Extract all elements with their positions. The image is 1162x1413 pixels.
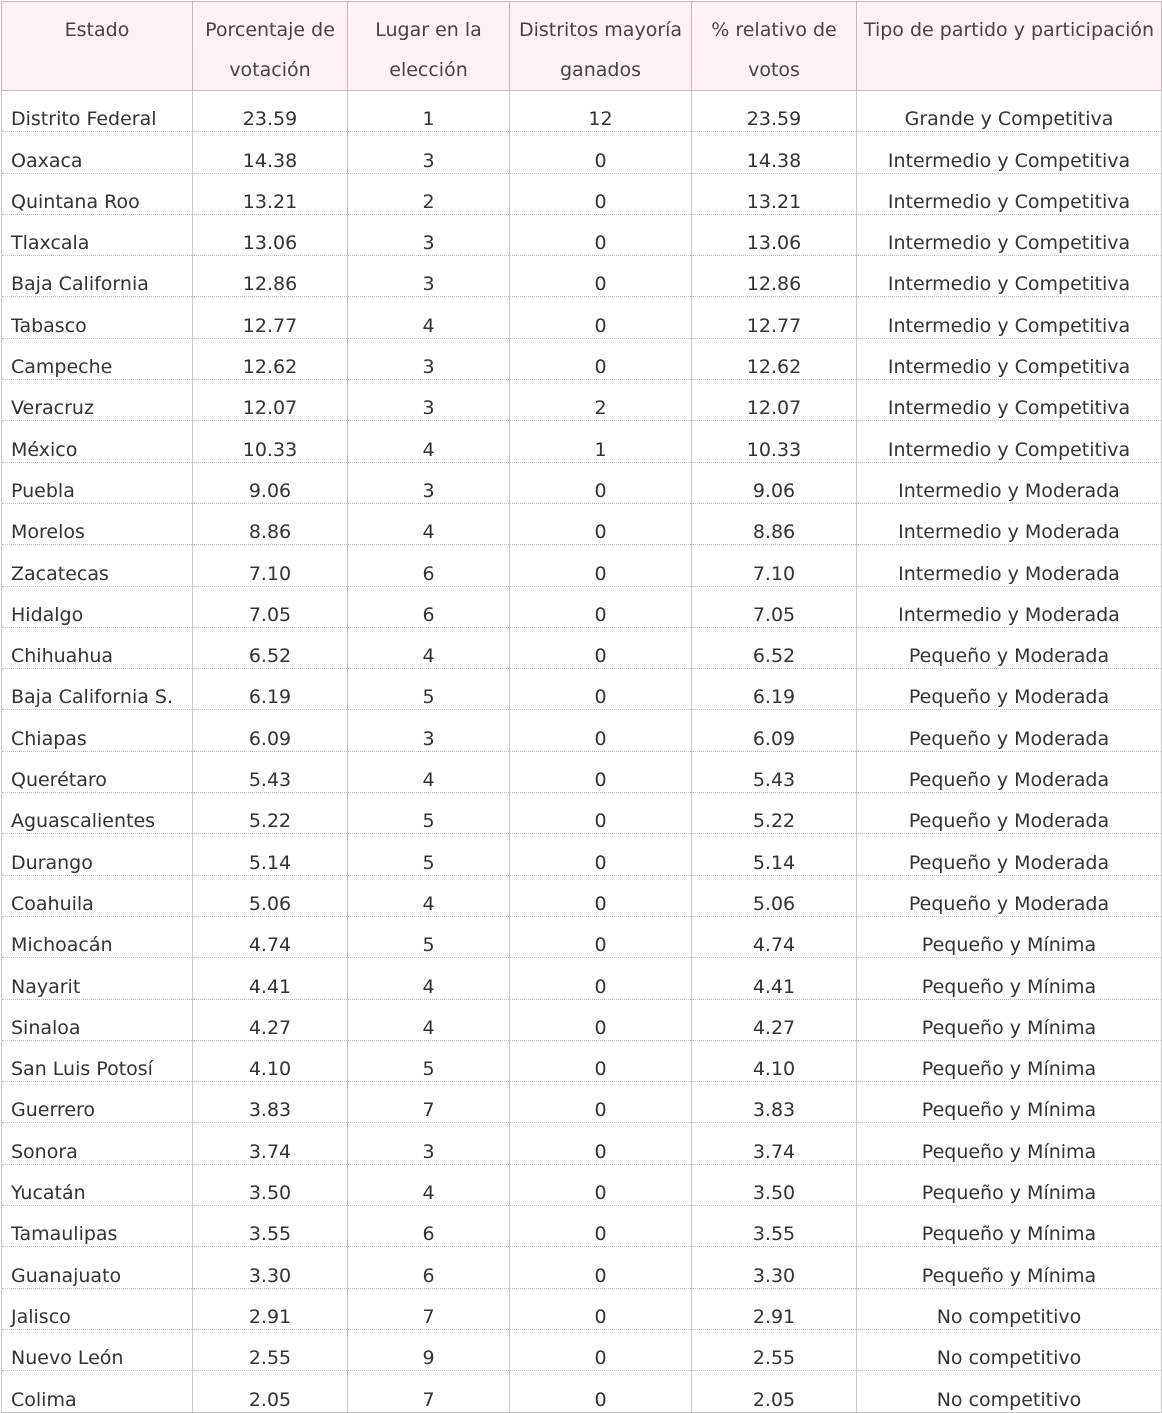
cell-distritos: 0 <box>510 999 692 1040</box>
cell-tipo: Intermedio y Competitiva <box>857 173 1162 214</box>
cell-distritos: 0 <box>510 1329 692 1370</box>
cell-distritos: 12 <box>510 91 692 132</box>
cell-distritos: 0 <box>510 1164 692 1205</box>
table-row <box>2 710 1162 751</box>
table-row <box>2 380 1162 421</box>
cell-distritos: 0 <box>510 958 692 999</box>
header-distritos: Distritos mayoría ganados <box>510 2 692 91</box>
cell-porcentaje: 14.38 <box>193 132 348 173</box>
cell-relativo: 4.41 <box>692 958 857 999</box>
cell-lugar: 5 <box>348 1040 510 1081</box>
cell-distritos: 0 <box>510 503 692 544</box>
header-relativo: % relativo de votos <box>692 2 857 91</box>
table-row <box>2 421 1162 462</box>
cell-porcentaje: 2.05 <box>193 1371 348 1412</box>
cell-porcentaje: 9.06 <box>193 462 348 503</box>
cell-relativo: 6.19 <box>692 669 857 710</box>
cell-relativo: 12.77 <box>692 297 857 338</box>
cell-tipo: Pequeño y Moderada <box>857 875 1162 916</box>
cell-lugar: 4 <box>348 999 510 1040</box>
cell-tipo: Pequeño y Mínima <box>857 999 1162 1040</box>
cell-tipo: Pequeño y Moderada <box>857 669 1162 710</box>
cell-tipo: Pequeño y Mínima <box>857 1040 1162 1081</box>
cell-porcentaje: 6.09 <box>193 710 348 751</box>
cell-relativo: 3.50 <box>692 1164 857 1205</box>
table-row <box>2 958 1162 999</box>
cell-porcentaje: 10.33 <box>193 421 348 462</box>
cell-tipo: Pequeño y Moderada <box>857 627 1162 668</box>
cell-estado: Distrito Federal <box>2 91 193 132</box>
table-row <box>2 1247 1162 1288</box>
cell-lugar: 3 <box>348 338 510 379</box>
cell-estado: Querétaro <box>2 751 193 792</box>
table-row <box>2 669 1162 710</box>
table-row <box>2 751 1162 792</box>
cell-tipo: Intermedio y Competitiva <box>857 380 1162 421</box>
table-row <box>2 256 1162 297</box>
cell-estado: Baja California <box>2 256 193 297</box>
cell-tipo: Pequeño y Moderada <box>857 834 1162 875</box>
cell-estado: Coahuila <box>2 875 193 916</box>
cell-tipo: Pequeño y Mínima <box>857 1123 1162 1164</box>
cell-estado: Puebla <box>2 462 193 503</box>
cell-tipo: Pequeño y Mínima <box>857 958 1162 999</box>
cell-porcentaje: 4.41 <box>193 958 348 999</box>
cell-distritos: 0 <box>510 669 692 710</box>
cell-lugar: 9 <box>348 1329 510 1370</box>
cell-relativo: 5.43 <box>692 751 857 792</box>
cell-porcentaje: 5.14 <box>193 834 348 875</box>
table-row <box>2 1371 1162 1412</box>
cell-porcentaje: 12.62 <box>193 338 348 379</box>
cell-porcentaje: 3.30 <box>193 1247 348 1288</box>
cell-porcentaje: 8.86 <box>193 503 348 544</box>
cell-tipo: Pequeño y Mínima <box>857 916 1162 957</box>
cell-lugar: 2 <box>348 173 510 214</box>
cell-distritos: 0 <box>510 214 692 255</box>
cell-tipo: No competitivo <box>857 1288 1162 1329</box>
cell-lugar: 7 <box>348 1371 510 1412</box>
table-row <box>2 875 1162 916</box>
cell-estado: Nayarit <box>2 958 193 999</box>
cell-estado: Aguascalientes <box>2 793 193 834</box>
cell-tipo: No competitivo <box>857 1329 1162 1370</box>
cell-distritos: 0 <box>510 834 692 875</box>
cell-porcentaje: 5.43 <box>193 751 348 792</box>
table-row <box>2 627 1162 668</box>
cell-relativo: 2.05 <box>692 1371 857 1412</box>
cell-relativo: 7.05 <box>692 586 857 627</box>
cell-lugar: 4 <box>348 1164 510 1205</box>
table-row <box>2 1164 1162 1205</box>
cell-distritos: 0 <box>510 586 692 627</box>
cell-estado: Sinaloa <box>2 999 193 1040</box>
cell-distritos: 0 <box>510 462 692 503</box>
table-row <box>2 462 1162 503</box>
cell-distritos: 0 <box>510 338 692 379</box>
cell-tipo: Intermedio y Moderada <box>857 545 1162 586</box>
results-table <box>1 1 1162 1413</box>
cell-relativo: 4.74 <box>692 916 857 957</box>
cell-distritos: 2 <box>510 380 692 421</box>
cell-porcentaje: 4.27 <box>193 999 348 1040</box>
cell-relativo: 4.27 <box>692 999 857 1040</box>
cell-tipo: Pequeño y Moderada <box>857 793 1162 834</box>
cell-distritos: 0 <box>510 1040 692 1081</box>
cell-porcentaje: 3.83 <box>193 1082 348 1123</box>
cell-relativo: 3.74 <box>692 1123 857 1164</box>
cell-tipo: Pequeño y Mínima <box>857 1206 1162 1247</box>
cell-porcentaje: 6.52 <box>193 627 348 668</box>
cell-tipo: Intermedio y Competitiva <box>857 297 1162 338</box>
cell-porcentaje: 13.21 <box>193 173 348 214</box>
cell-relativo: 13.06 <box>692 214 857 255</box>
cell-relativo: 3.83 <box>692 1082 857 1123</box>
cell-estado: San Luis Potosí <box>2 1040 193 1081</box>
cell-relativo: 4.10 <box>692 1040 857 1081</box>
cell-lugar: 7 <box>348 1082 510 1123</box>
cell-estado: Veracruz <box>2 380 193 421</box>
cell-porcentaje: 3.50 <box>193 1164 348 1205</box>
cell-distritos: 0 <box>510 132 692 173</box>
cell-relativo: 3.55 <box>692 1206 857 1247</box>
cell-distritos: 0 <box>510 875 692 916</box>
cell-lugar: 3 <box>348 214 510 255</box>
cell-distritos: 0 <box>510 1206 692 1247</box>
cell-tipo: Pequeño y Mínima <box>857 1164 1162 1205</box>
cell-relativo: 12.62 <box>692 338 857 379</box>
table-row <box>2 132 1162 173</box>
cell-estado: Chihuahua <box>2 627 193 668</box>
cell-relativo: 14.38 <box>692 132 857 173</box>
cell-tipo: Intermedio y Competitiva <box>857 256 1162 297</box>
cell-estado: Colima <box>2 1371 193 1412</box>
cell-porcentaje: 4.10 <box>193 1040 348 1081</box>
cell-tipo: Pequeño y Moderada <box>857 751 1162 792</box>
cell-estado: Guerrero <box>2 1082 193 1123</box>
cell-lugar: 5 <box>348 834 510 875</box>
cell-distritos: 0 <box>510 1123 692 1164</box>
cell-estado: Nuevo León <box>2 1329 193 1370</box>
cell-porcentaje: 2.91 <box>193 1288 348 1329</box>
cell-distritos: 0 <box>510 545 692 586</box>
cell-tipo: Pequeño y Moderada <box>857 710 1162 751</box>
cell-lugar: 6 <box>348 1247 510 1288</box>
table-row <box>2 793 1162 834</box>
cell-estado: Tabasco <box>2 297 193 338</box>
cell-porcentaje: 5.22 <box>193 793 348 834</box>
table-row <box>2 503 1162 544</box>
cell-porcentaje: 7.05 <box>193 586 348 627</box>
header-row <box>2 2 1162 91</box>
cell-distritos: 0 <box>510 256 692 297</box>
cell-lugar: 4 <box>348 503 510 544</box>
cell-relativo: 13.21 <box>692 173 857 214</box>
cell-lugar: 1 <box>348 91 510 132</box>
cell-estado: Yucatán <box>2 1164 193 1205</box>
cell-lugar: 6 <box>348 1206 510 1247</box>
cell-tipo: Intermedio y Moderada <box>857 503 1162 544</box>
header-porcentaje: Porcentaje de votación <box>193 2 348 91</box>
cell-estado: Durango <box>2 834 193 875</box>
cell-lugar: 3 <box>348 1123 510 1164</box>
cell-tipo: Intermedio y Competitiva <box>857 421 1162 462</box>
cell-estado: Tlaxcala <box>2 214 193 255</box>
cell-lugar: 4 <box>348 751 510 792</box>
cell-porcentaje: 12.07 <box>193 380 348 421</box>
cell-lugar: 6 <box>348 586 510 627</box>
cell-relativo: 8.86 <box>692 503 857 544</box>
cell-relativo: 12.86 <box>692 256 857 297</box>
cell-distritos: 0 <box>510 1247 692 1288</box>
table-row <box>2 1206 1162 1247</box>
cell-relativo: 6.09 <box>692 710 857 751</box>
cell-lugar: 5 <box>348 916 510 957</box>
table-row <box>2 173 1162 214</box>
cell-lugar: 7 <box>348 1288 510 1329</box>
cell-lugar: 3 <box>348 380 510 421</box>
cell-tipo: Pequeño y Mínima <box>857 1082 1162 1123</box>
cell-tipo: Intermedio y Competitiva <box>857 132 1162 173</box>
cell-estado: Tamaulipas <box>2 1206 193 1247</box>
cell-distritos: 0 <box>510 1082 692 1123</box>
cell-lugar: 3 <box>348 710 510 751</box>
cell-lugar: 5 <box>348 669 510 710</box>
cell-porcentaje: 2.55 <box>193 1329 348 1370</box>
table-row <box>2 338 1162 379</box>
cell-estado: Quintana Roo <box>2 173 193 214</box>
cell-lugar: 4 <box>348 297 510 338</box>
table-row <box>2 1288 1162 1329</box>
cell-estado: Michoacán <box>2 916 193 957</box>
cell-lugar: 4 <box>348 958 510 999</box>
table-row <box>2 1082 1162 1123</box>
cell-tipo: Intermedio y Competitiva <box>857 338 1162 379</box>
table-header <box>2 2 1162 91</box>
cell-distritos: 0 <box>510 916 692 957</box>
table-row <box>2 1329 1162 1370</box>
cell-lugar: 3 <box>348 462 510 503</box>
header-lugar: Lugar en la elección <box>348 2 510 91</box>
table-row <box>2 91 1162 132</box>
cell-porcentaje: 12.86 <box>193 256 348 297</box>
table-row <box>2 586 1162 627</box>
cell-relativo: 9.06 <box>692 462 857 503</box>
table-row <box>2 999 1162 1040</box>
cell-lugar: 4 <box>348 627 510 668</box>
cell-porcentaje: 13.06 <box>193 214 348 255</box>
cell-estado: Sonora <box>2 1123 193 1164</box>
cell-distritos: 1 <box>510 421 692 462</box>
cell-estado: Zacatecas <box>2 545 193 586</box>
cell-estado: Baja California S. <box>2 669 193 710</box>
cell-estado: México <box>2 421 193 462</box>
cell-distritos: 0 <box>510 297 692 338</box>
cell-relativo: 5.22 <box>692 793 857 834</box>
cell-lugar: 3 <box>348 132 510 173</box>
cell-relativo: 6.52 <box>692 627 857 668</box>
cell-relativo: 23.59 <box>692 91 857 132</box>
header-tipo: Tipo de partido y participación <box>857 2 1162 91</box>
cell-estado: Chiapas <box>2 710 193 751</box>
cell-distritos: 0 <box>510 710 692 751</box>
cell-relativo: 7.10 <box>692 545 857 586</box>
table-row <box>2 297 1162 338</box>
cell-relativo: 2.55 <box>692 1329 857 1370</box>
cell-estado: Morelos <box>2 503 193 544</box>
table-row <box>2 834 1162 875</box>
cell-relativo: 5.14 <box>692 834 857 875</box>
cell-lugar: 5 <box>348 793 510 834</box>
table-row <box>2 1123 1162 1164</box>
cell-lugar: 4 <box>348 421 510 462</box>
cell-tipo: Intermedio y Moderada <box>857 462 1162 503</box>
cell-porcentaje: 4.74 <box>193 916 348 957</box>
cell-lugar: 6 <box>348 545 510 586</box>
cell-porcentaje: 3.55 <box>193 1206 348 1247</box>
cell-distritos: 0 <box>510 173 692 214</box>
cell-lugar: 3 <box>348 256 510 297</box>
table-body <box>2 91 1162 1413</box>
cell-distritos: 0 <box>510 751 692 792</box>
cell-lugar: 4 <box>348 875 510 916</box>
cell-porcentaje: 6.19 <box>193 669 348 710</box>
cell-distritos: 0 <box>510 793 692 834</box>
cell-relativo: 10.33 <box>692 421 857 462</box>
cell-estado: Guanajuato <box>2 1247 193 1288</box>
cell-distritos: 0 <box>510 1371 692 1412</box>
cell-relativo: 2.91 <box>692 1288 857 1329</box>
cell-distritos: 0 <box>510 1288 692 1329</box>
cell-relativo: 12.07 <box>692 380 857 421</box>
cell-porcentaje: 3.74 <box>193 1123 348 1164</box>
cell-porcentaje: 7.10 <box>193 545 348 586</box>
cell-tipo: No competitivo <box>857 1371 1162 1412</box>
cell-tipo: Grande y Competitiva <box>857 91 1162 132</box>
cell-estado: Campeche <box>2 338 193 379</box>
cell-estado: Jalisco <box>2 1288 193 1329</box>
table-row <box>2 545 1162 586</box>
cell-porcentaje: 23.59 <box>193 91 348 132</box>
header-estado: Estado <box>2 2 193 91</box>
cell-relativo: 3.30 <box>692 1247 857 1288</box>
cell-porcentaje: 12.77 <box>193 297 348 338</box>
cell-relativo: 5.06 <box>692 875 857 916</box>
cell-distritos: 0 <box>510 627 692 668</box>
cell-tipo: Intermedio y Moderada <box>857 586 1162 627</box>
cell-tipo: Intermedio y Competitiva <box>857 214 1162 255</box>
table-row <box>2 1040 1162 1081</box>
table-row <box>2 916 1162 957</box>
cell-porcentaje: 5.06 <box>193 875 348 916</box>
table-row <box>2 214 1162 255</box>
cell-estado: Hidalgo <box>2 586 193 627</box>
cell-tipo: Pequeño y Mínima <box>857 1247 1162 1288</box>
cell-estado: Oaxaca <box>2 132 193 173</box>
